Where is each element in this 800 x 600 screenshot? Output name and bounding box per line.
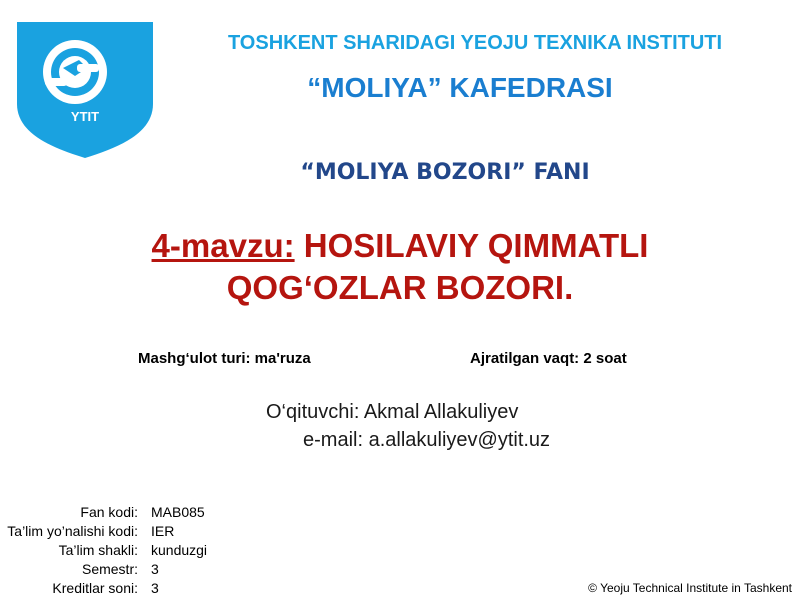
- copyright-text: © Yeoju Technical Institute in Tashkent: [588, 581, 792, 595]
- ytit-logo: [17, 22, 153, 160]
- detail-value: 3: [151, 561, 159, 577]
- logo-text: YTIT: [70, 109, 100, 124]
- detail-value: IER: [151, 523, 175, 539]
- topic-line1: HOSILAVIY QIMMATLI: [294, 227, 649, 264]
- topic-prefix: 4-mavzu:: [151, 227, 295, 264]
- detail-row: [0, 522, 207, 541]
- teacher-email: e-mail: a.allakuliyev@ytit.uz: [303, 429, 551, 451]
- detail-value: kunduzgi: [151, 542, 208, 558]
- session-time: Ajratilgan vaqt: 2 soat: [470, 350, 627, 367]
- teacher-name: O‘qituvchi: Akmal Allakuliyev: [266, 401, 519, 423]
- detail-row: [0, 560, 207, 579]
- detail-value: MAB085: [151, 504, 205, 520]
- detail-value: 3: [151, 580, 159, 596]
- topic-title: [60, 225, 740, 309]
- topic-line2: QOG‘OZLAR BOZORI.: [226, 269, 574, 306]
- institute-name: TOSHKENT SHARIDAGI YEOJU TEXNIKA INSTITUTI: [227, 32, 723, 54]
- detail-row: [0, 503, 207, 522]
- detail-label: Ta’lim shakli:: [58, 542, 138, 558]
- detail-row: [0, 579, 207, 598]
- detail-row: [0, 541, 207, 560]
- subject-name: “MOLIYA BOZORI” FANI: [300, 160, 590, 185]
- course-details: [0, 503, 207, 598]
- detail-label: Ta’lim yo’nalishi kodi:: [7, 523, 138, 539]
- department-name: “MOLIYA” KAFEDRASI: [307, 72, 613, 103]
- session-type: Mashg‘ulot turi: ma'ruza: [138, 350, 311, 367]
- detail-label: Kreditlar soni:: [52, 580, 138, 596]
- detail-label: Semestr:: [81, 561, 138, 577]
- detail-label: Fan kodi:: [80, 504, 138, 520]
